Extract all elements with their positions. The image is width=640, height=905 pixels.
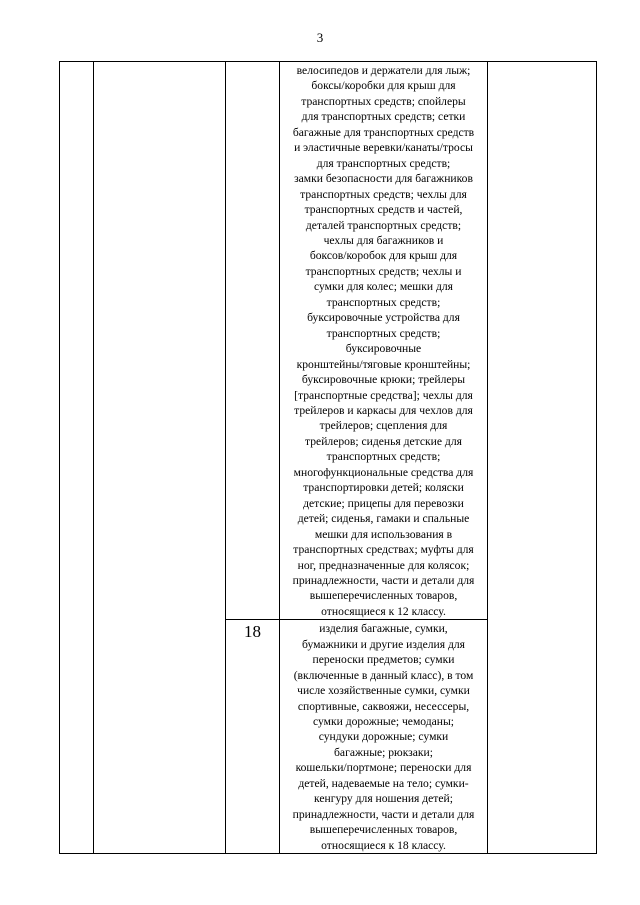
table-cell-applicant	[94, 62, 226, 854]
table-cell-number	[60, 62, 94, 854]
class-number-cell: 18	[226, 620, 280, 854]
class-number-cell	[226, 62, 280, 620]
goods-list-cell: велосипедов и держатели для лыж; боксы/коробки для крыш для транспортных средств; спойлеры для транспортных средств; сетки багажные для транспортных средств и эластичные веревки/канаты/тросы для транспортных средств; замки безопасности для багажников транспортных средств; чехлы для транспортных средств и частей, деталей транспортных средств; чехлы для багажников и боксов/коробок для крыш для транспортных средств; чехлы и сумки для колес; мешки для транспортных средств; буксировочные устройства для транспортных средств; буксировочные кронштейны/тяговые кронштейны; буксировочные крюки; трейлеры [транспортные средства]; чехлы для трейлеров и каркасы для чехлов для трейлеров; сцепления для трейлеров; сиденья детские для транспортных средств; многофункциональные средства для транспортировки детей; коляски детские; прицепы для перевозки детей; сиденья, гамаки и спальные мешки для использования в транспортных средствах; муфты для ног, предназначенные для колясок; принадлежности, части и детали для вышеперечисленных товаров, относящиеся к 12 классу.	[280, 62, 488, 620]
goods-list-cell: изделия багажные, сумки, бумажники и другие изделия для переноски предметов; сумки (включенные в данный класс), в том числе хозяйственные сумки, сумки спортивные, саквояжи, несессеры, сумки дорожные; чемоданы; сундуки дорожные; сумки багажные; рюкзаки; кошельки/портмоне; переноски для детей, надеваемые на тело; сумки- кенгуру для ношения детей; принадлежности, части и детали для вышеперечисленных товаров, относящиеся к 18 классу.	[280, 620, 488, 854]
goods-table	[59, 61, 597, 854]
table-row	[60, 62, 597, 620]
table-cell-notes	[488, 62, 597, 854]
page-number: 3	[316, 30, 324, 45]
